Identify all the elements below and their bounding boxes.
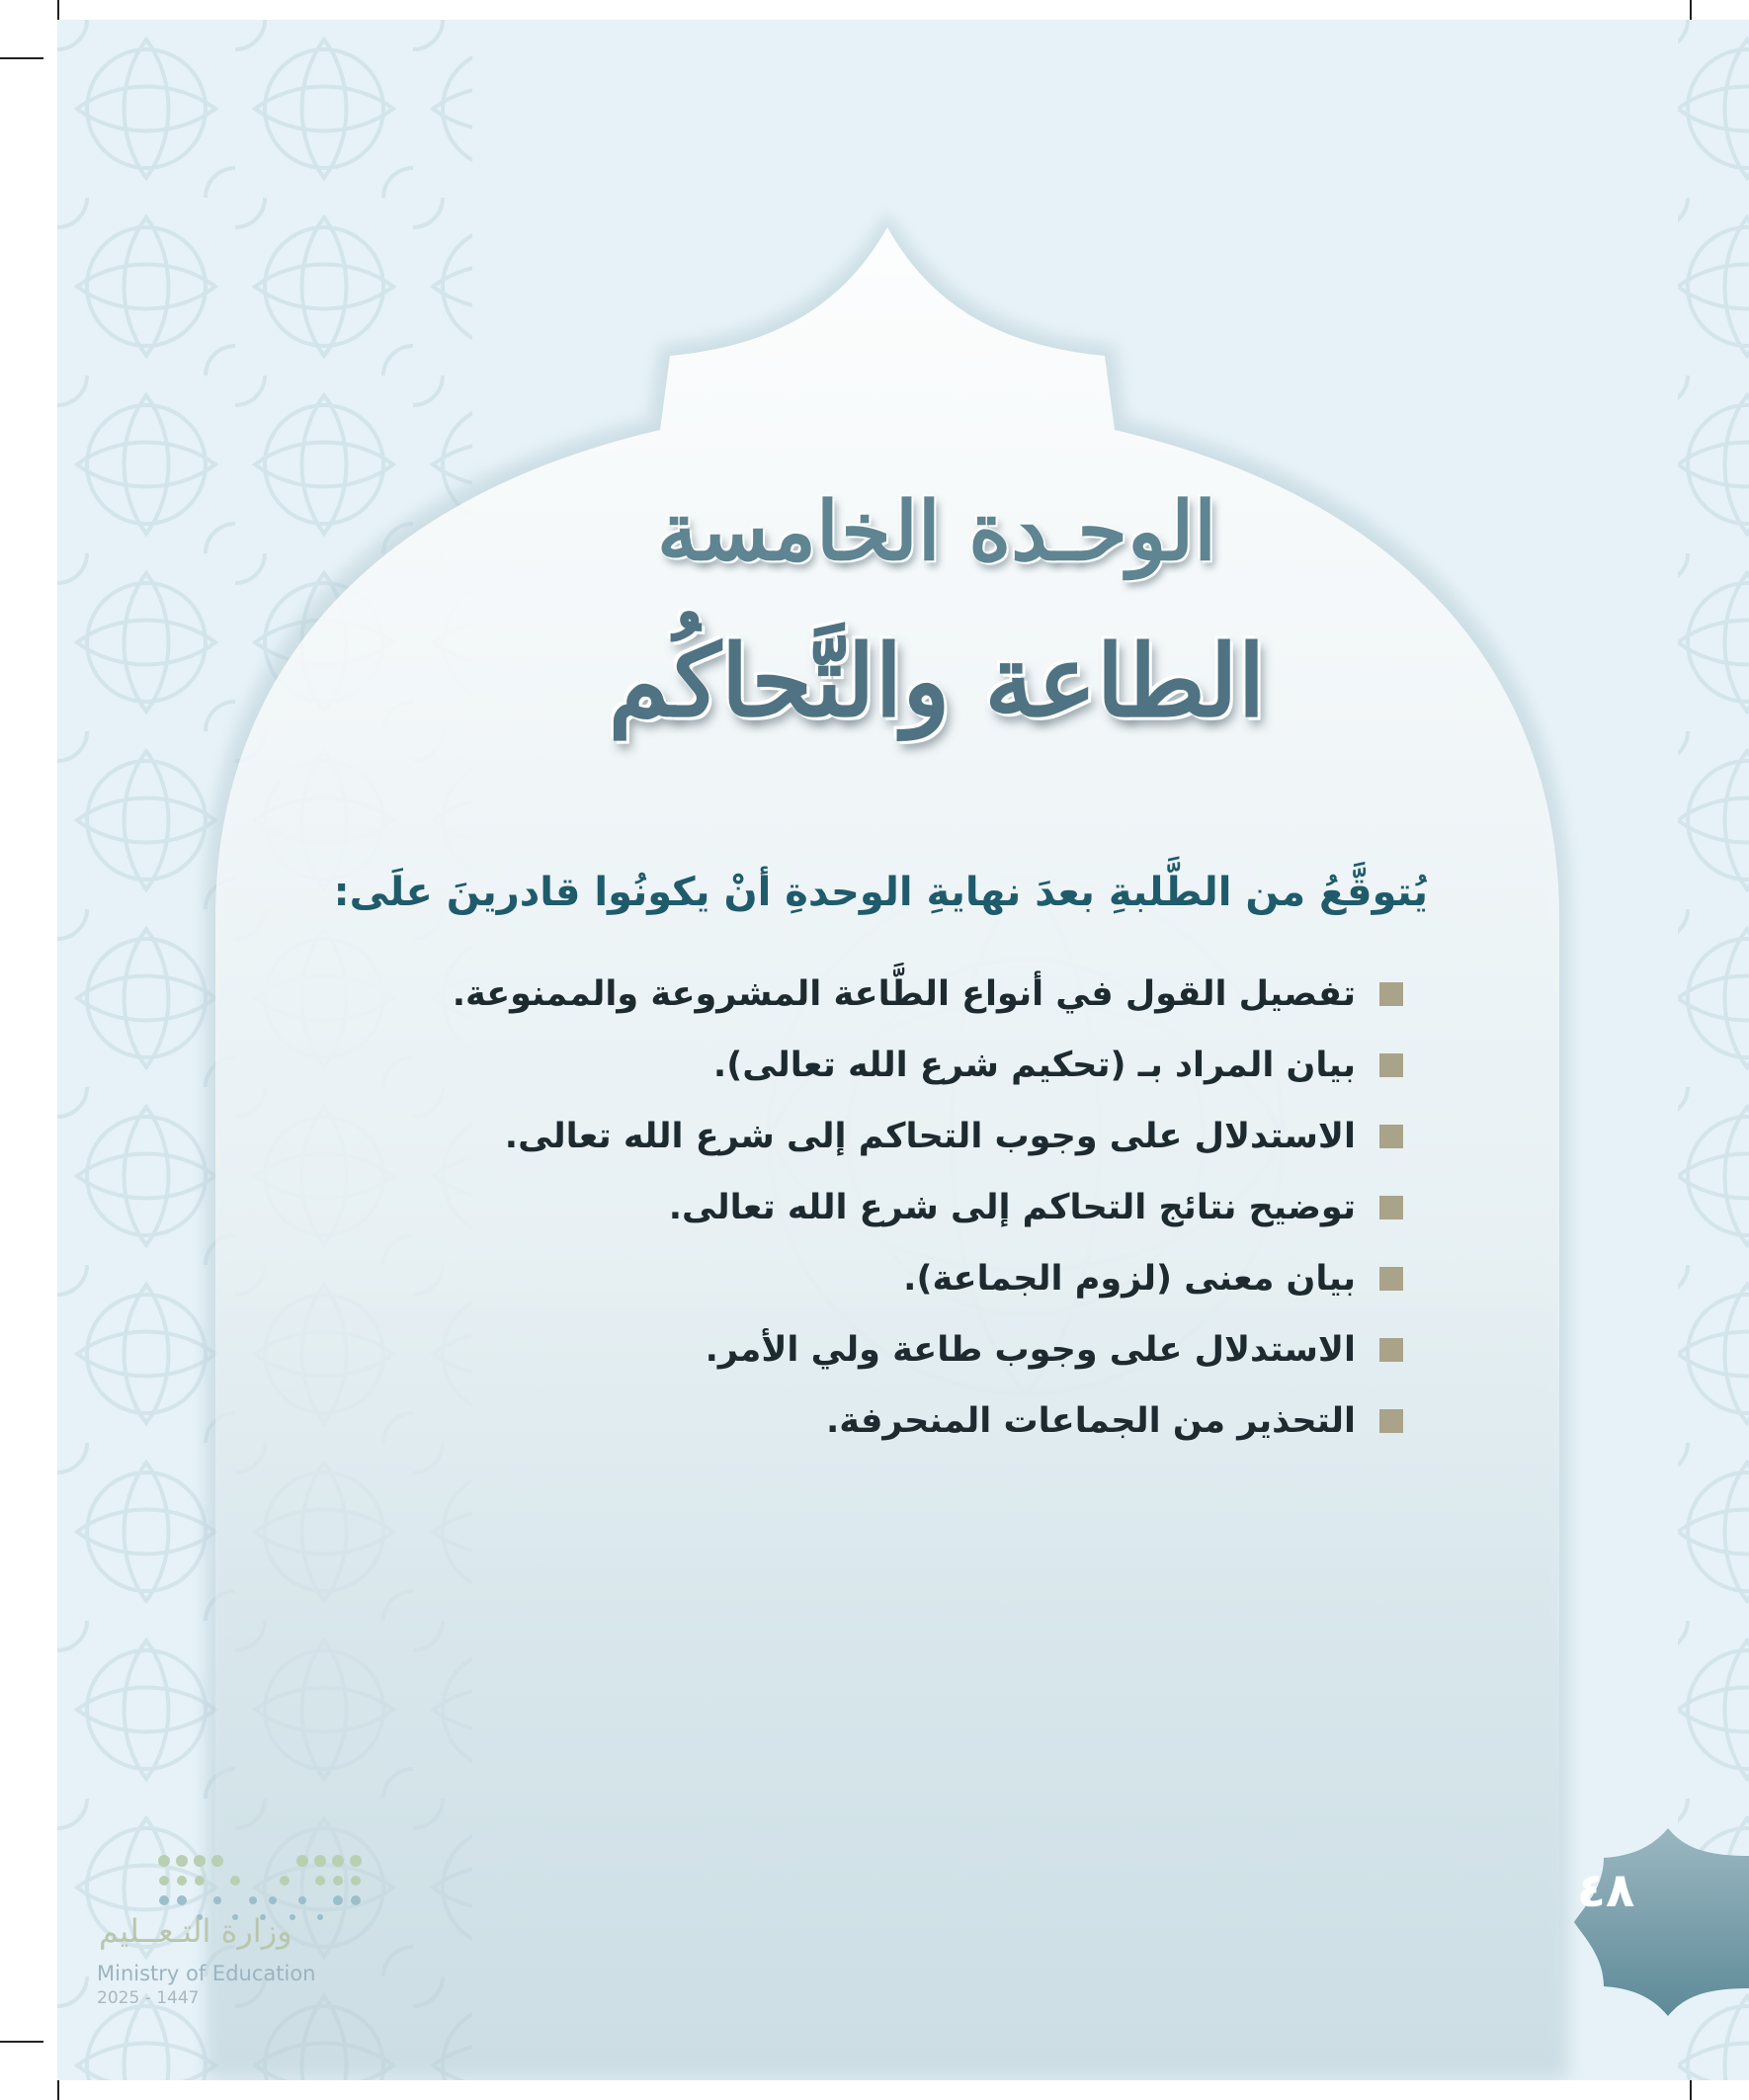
objective-item bbox=[316, 1386, 1403, 1457]
objective-text: التحذير من الجماعات المنحرفة. bbox=[825, 1401, 1356, 1441]
objective-item bbox=[316, 1243, 1403, 1314]
objective-item bbox=[316, 1314, 1403, 1386]
square-bullet-icon bbox=[1379, 1196, 1403, 1219]
crop-mark bbox=[0, 57, 43, 59]
ministry-name-arabic: وزارة التـعــليم bbox=[99, 1912, 292, 1950]
edition-year: 2025 - 1447 bbox=[97, 1988, 200, 2008]
objective-text: بيان المراد بـ (تحكيم شرع الله تعالى). bbox=[712, 1046, 1356, 1085]
page-number: ٤٨ bbox=[1576, 1863, 1635, 1918]
objective-text: بيان معنى (لزوم الجماعة). bbox=[903, 1259, 1356, 1299]
crop-mark bbox=[0, 2041, 43, 2043]
objective-item bbox=[316, 959, 1403, 1030]
objective-text: تفصيل القول في أنواع الطَّاعة المشروعة والممنوعة. bbox=[452, 974, 1356, 1014]
objective-text: الاستدلال على وجوب التحاكم إلى شرع الله تعالى. bbox=[504, 1117, 1356, 1156]
square-bullet-icon bbox=[1379, 982, 1403, 1006]
square-bullet-icon bbox=[1379, 1338, 1403, 1362]
square-bullet-icon bbox=[1379, 1125, 1403, 1148]
square-bullet-icon bbox=[1379, 1267, 1403, 1291]
objective-item bbox=[316, 1172, 1403, 1243]
unit-title: الوحـدة الخامسة bbox=[656, 484, 1217, 579]
objective-item bbox=[316, 1101, 1403, 1172]
book-page bbox=[57, 20, 1749, 2080]
unit-subtitle: الطاعة والتَّحاكُم bbox=[608, 623, 1266, 739]
objective-text: توضيح نتائج التحاكم إلى شرع الله تعالى. bbox=[668, 1188, 1356, 1227]
page-number-badge bbox=[1574, 1828, 1749, 2016]
objectives-intro: يُتوقَّعُ من الطَّلبةِ بعدَ نهايةِ الوحدةِ أنْ يكونُوا قادرينَ علَى: bbox=[333, 870, 1428, 915]
square-bullet-icon bbox=[1379, 1053, 1403, 1077]
objectives-list bbox=[316, 959, 1403, 1457]
objective-item bbox=[316, 1030, 1403, 1101]
ministry-name-english: Ministry of Education bbox=[97, 1962, 316, 1985]
square-bullet-icon bbox=[1379, 1409, 1403, 1433]
objective-text: الاستدلال على وجوب طاعة ولي الأمر. bbox=[705, 1330, 1356, 1370]
